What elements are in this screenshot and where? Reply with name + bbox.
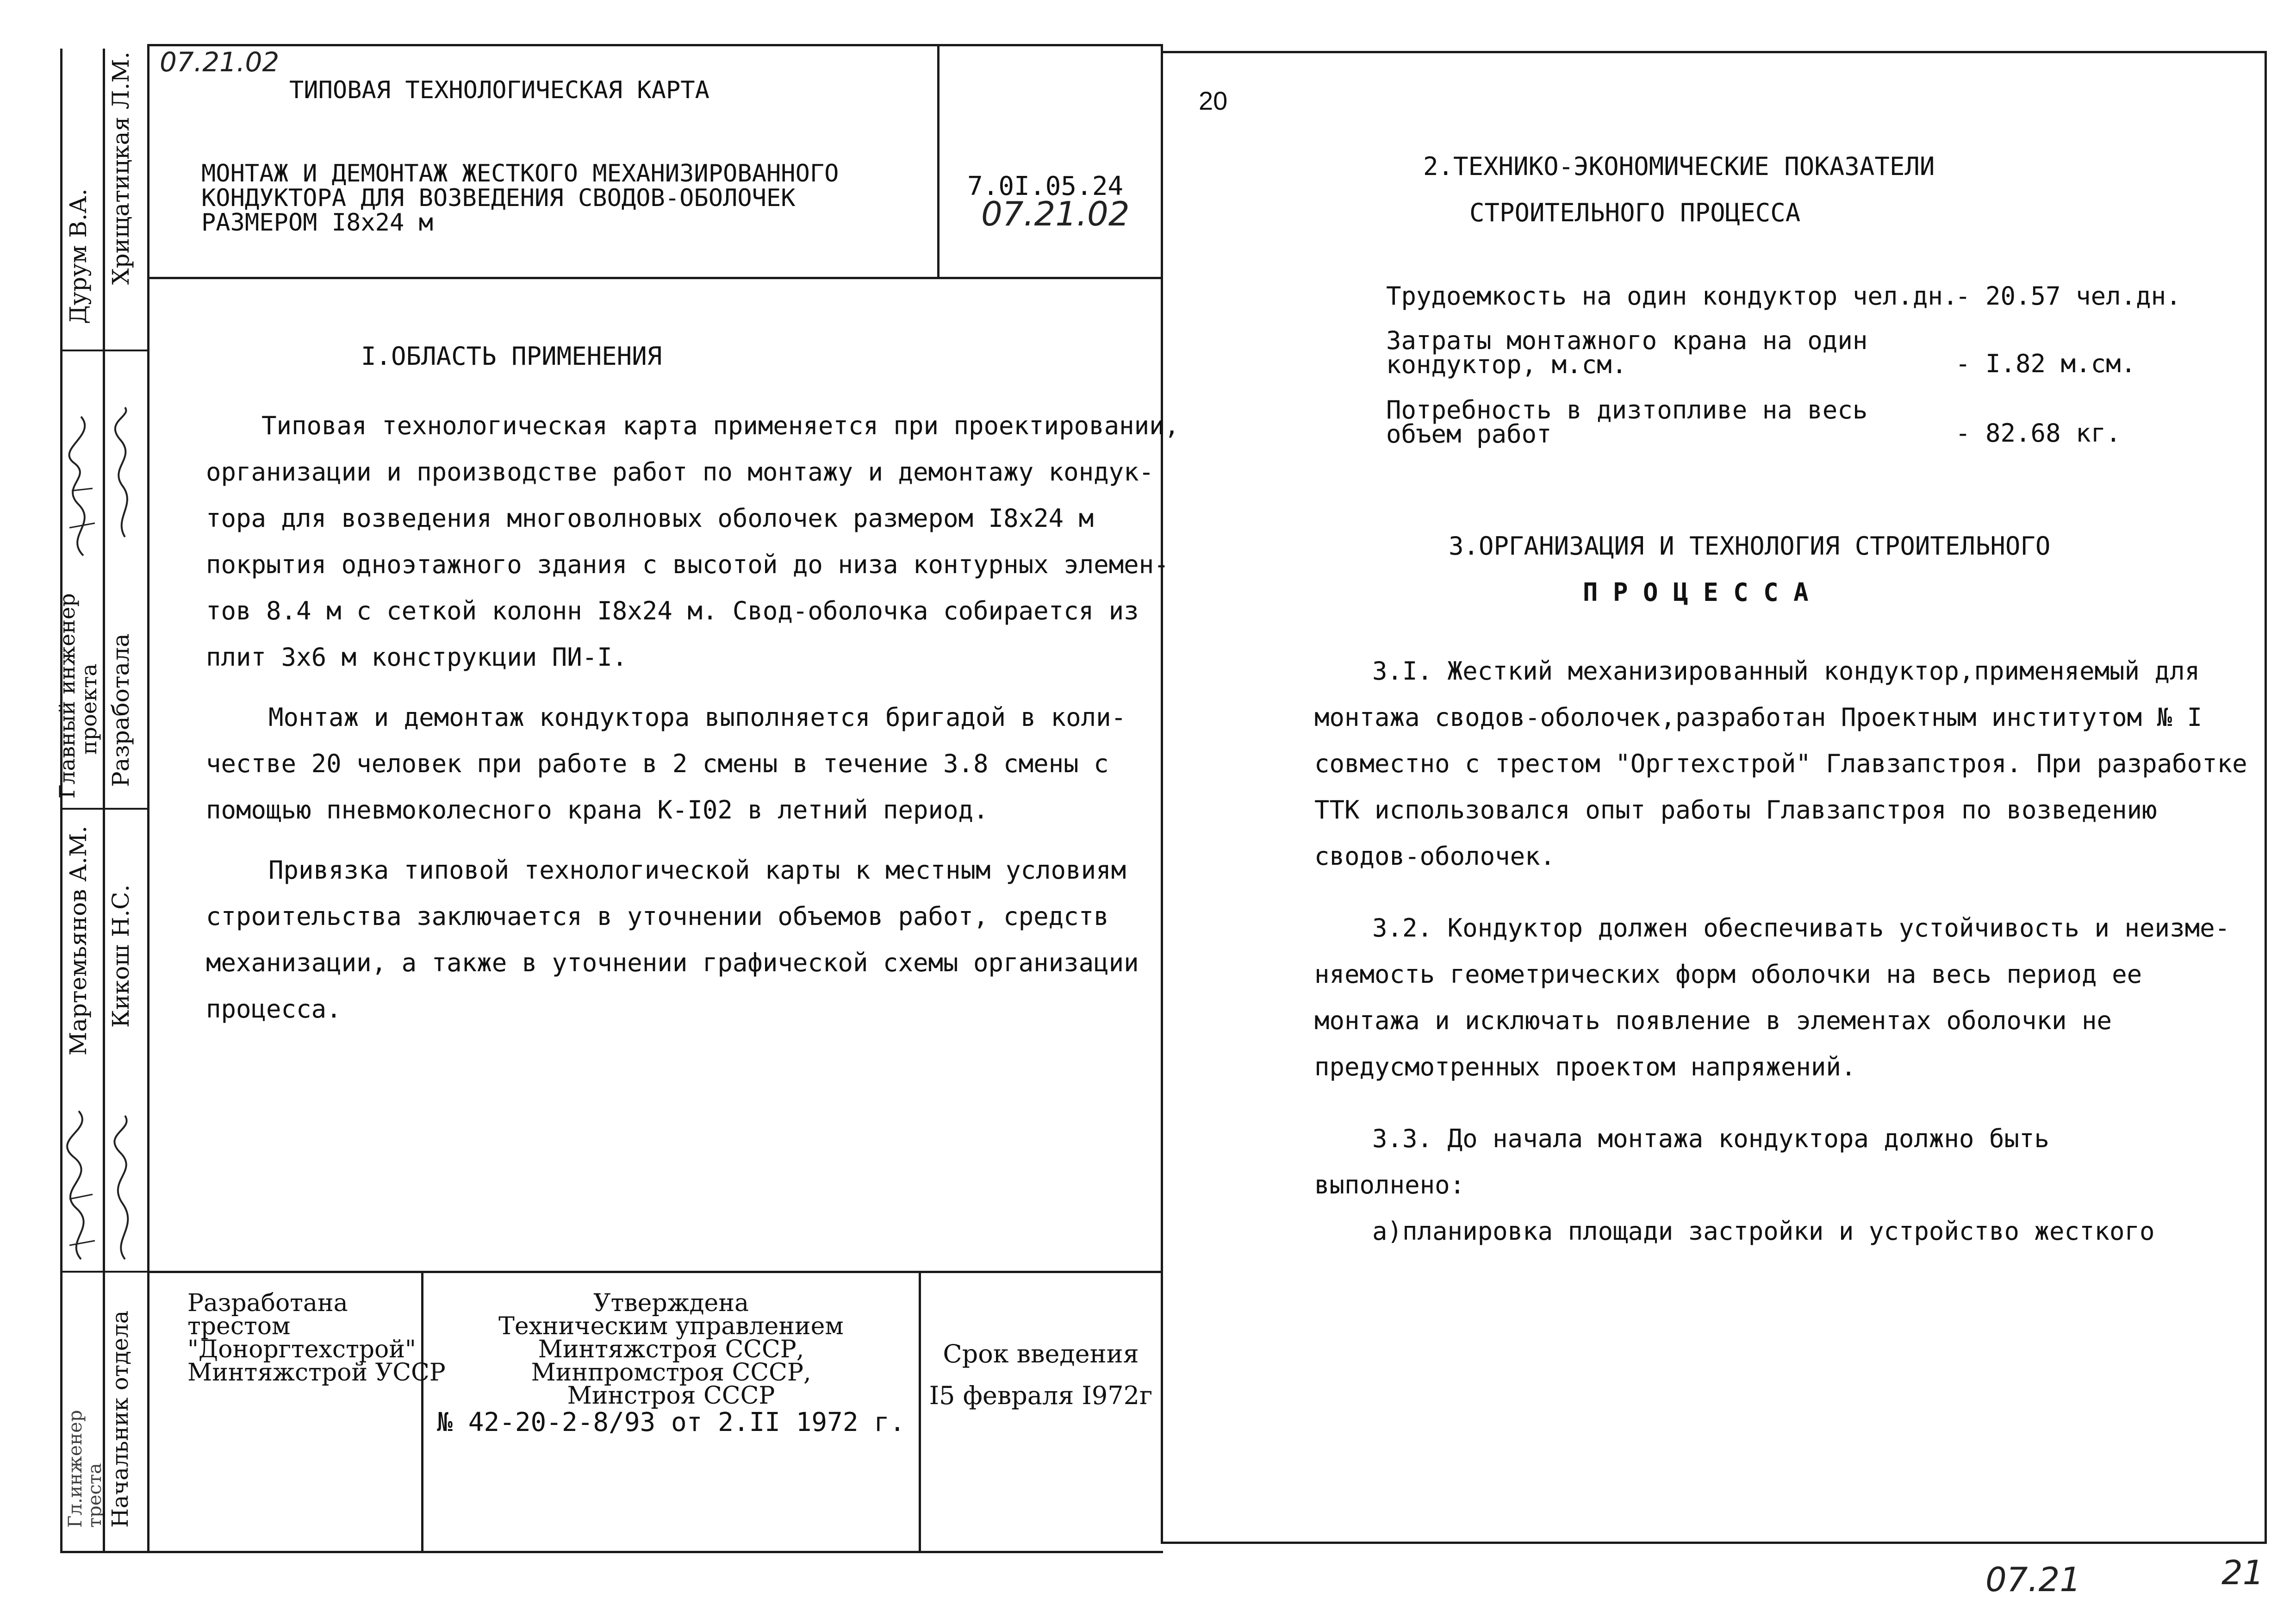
stamp-appr-line: Утверждена xyxy=(593,1289,749,1317)
s32-line: монтажа и исключать появление в элементах оболочки не xyxy=(1314,1006,2112,1035)
side-role-trust-engineer: Гл.инженер xyxy=(65,1410,86,1528)
card-type: ТИПОВАЯ ТЕХНОЛОГИЧЕСКАЯ КАРТА xyxy=(289,76,709,104)
stamp-term-line: Срок введения xyxy=(943,1339,1139,1368)
s1p1-line: плит 3х6 м конструкции ПИ-I. xyxy=(206,643,628,672)
indicator-label: Потребность в дизтопливе на весь xyxy=(1386,395,1868,425)
side-role-chief-engineer: Главный инженер xyxy=(55,593,80,799)
stamp-top xyxy=(147,1271,1161,1273)
header-bottom xyxy=(147,277,1161,279)
stamp-dev-line: Разработана xyxy=(187,1289,348,1317)
indicator-value: - I.82 м.см. xyxy=(1955,349,2136,378)
s1p1-line: Типовая технологическая карта применяется при проектировании, xyxy=(261,411,1180,440)
s33-line: выполнено: xyxy=(1314,1170,1465,1199)
side-sep-1 xyxy=(60,350,148,351)
frame-side-divider xyxy=(103,49,105,1553)
indicator-label: кондуктор, м.см. xyxy=(1386,350,1627,379)
side-name-khrishchatitskaya: Хрищатицкая Л.М. xyxy=(107,51,134,285)
stamp-appr-line: Минстроя СССР xyxy=(567,1382,775,1410)
s31-line: совместно с трестом "Оргтехстрой" Главзапстроя. При разработке xyxy=(1314,749,2247,778)
title-line-2: КОНДУКТОРА ДЛЯ ВОЗВЕДЕНИЯ СВОДОВ-ОБОЛОЧЕК xyxy=(201,184,796,212)
section1-heading: I.ОБЛАСТЬ ПРИМЕНЕНИЯ xyxy=(361,342,662,371)
stamp-dev-line: Минтяжстрой УССР xyxy=(187,1359,446,1387)
indicator-label: Трудоемкость на один кондуктор чел.дн. xyxy=(1386,281,1958,311)
s1p3-line: строительства заключается в уточнении объемов работ, средств xyxy=(206,902,1109,931)
s31-line: ТТК использовался опыт работы Главзапстроя по возведению xyxy=(1314,795,2157,824)
indicator-value: - 20.57 чел.дн. xyxy=(1955,281,2181,311)
side-name-kikosh: Кикош Н.С. xyxy=(107,884,134,1028)
s1p1-line: организации и производстве работ по монтажу и демонтажу кондук- xyxy=(206,457,1154,487)
indicator-label: объем работ xyxy=(1386,419,1552,449)
title-line-1: МОНТАЖ И ДЕМОНТАЖ ЖЕСТКОГО МЕХАНИЗИРОВАННОГО xyxy=(201,160,839,187)
signature-khrishchatitskaya xyxy=(104,403,146,542)
stamp-term-line: I5 февраля I972г xyxy=(929,1381,1153,1410)
stamp-approved xyxy=(423,1289,919,1437)
frame-top-left xyxy=(147,44,1161,46)
card-code: 7.0I.05.24 xyxy=(967,171,1124,201)
section3-heading-1: 3.ОРГАНИЗАЦИЯ И ТЕХНОЛОГИЯ СТРОИТЕЛЬНОГО xyxy=(1449,531,2051,561)
section3-body xyxy=(1314,648,2247,1255)
frame-right xyxy=(2265,51,2267,1544)
frame-top-right xyxy=(1161,51,2267,53)
section3-heading-2: П Р О Ц Е С С А xyxy=(1583,578,1809,607)
section1-body xyxy=(206,403,1179,1032)
s31-line: сводов-оболочек. xyxy=(1314,842,1556,871)
s1p2-line: помощью пневмоколесного крана К-I02 в летний период. xyxy=(206,795,989,824)
s31-line: 3.I. Жесткий механизированный кондуктор,применяемый для xyxy=(1372,656,2200,686)
frame-left-outer xyxy=(60,49,62,1553)
s1p1-line: тов 8.4 м с сеткой колонн I8х24 м. Свод-оболочка собирается из xyxy=(206,596,1139,625)
s1p3-line: процесса. xyxy=(206,994,342,1024)
header-code-divider xyxy=(937,44,940,278)
section2-heading-1: 2.ТЕХНИКО-ЭКОНОМИЧЕСКИЕ ПОКАЗАТЕЛИ xyxy=(1423,152,1935,181)
indicator-value: - 82.68 кг. xyxy=(1955,418,2121,448)
stamp-appr-line: Минтяжстроя СССР, xyxy=(538,1336,804,1363)
side-role-trust: треста xyxy=(84,1463,106,1528)
s1p3-line: механизации, а также в уточнении графической схемы организации xyxy=(206,948,1139,977)
side-sep-2 xyxy=(60,808,148,810)
s33-line: а)планировка площади застройки и устройство жесткого xyxy=(1372,1217,2155,1246)
side-sep-3 xyxy=(60,1271,148,1273)
indicator-row xyxy=(1386,326,2256,398)
section2-heading-2: СТРОИТЕЛЬНОГО ПРОЦЕССА xyxy=(1469,198,1801,227)
s1p1-line: тора для возведения многоволновых оболочек размером I8х24 м xyxy=(206,504,1094,533)
page-number: 20 xyxy=(1199,86,1228,115)
side-role-project: проекта xyxy=(76,663,101,755)
stamp-developer xyxy=(187,1289,446,1387)
footer-page: 21 xyxy=(2221,1553,2264,1592)
title-line-3: РАЗМЕРОМ I8х24 м xyxy=(201,209,433,237)
side-role-dept-head: Начальник отдела xyxy=(107,1310,133,1528)
s1p2-line: Монтаж и демонтаж кондуктора выполняется бригадой в коли- xyxy=(268,703,1126,732)
indicator-row xyxy=(1386,395,2256,454)
card-code-hand: 07.21.02 xyxy=(981,194,1130,233)
signature-durum xyxy=(56,407,106,560)
stamp-dev-line: "Доноргтехстрой" xyxy=(187,1336,416,1363)
signature-kikosh xyxy=(104,1111,146,1264)
indicator-label: Затраты монтажного крана на один xyxy=(1386,326,1868,355)
signature-martemyanov xyxy=(56,1106,106,1264)
stamp-appr-number: № 42-20-2-8/93 от 2.II 1972 г. xyxy=(437,1407,905,1437)
side-name-martemyanov: Мартемьянов А.М. xyxy=(65,825,92,1056)
stamp-appr-line: Техническим управлением xyxy=(498,1312,844,1340)
s1p3-line: Привязка типовой технологической карты к местным условиям xyxy=(268,856,1126,885)
top-code: 07.21.02 xyxy=(160,46,280,78)
indicator-row xyxy=(1386,273,2256,329)
frame-main-left xyxy=(147,44,149,1553)
s32-line: няемость геометрических форм оболочки на весь период ее xyxy=(1314,960,2142,989)
frame-bottom-right xyxy=(1161,1542,2267,1544)
footer-code: 07.21 xyxy=(1985,1560,2081,1599)
tech-indicators xyxy=(1386,273,2256,454)
s32-line: предусмотренных проектом напряжений. xyxy=(1314,1052,1856,1081)
side-role-developed: Разработала xyxy=(107,633,134,787)
s33-line: 3.3. До начала монтажа кондуктора должно быть xyxy=(1372,1124,2049,1153)
side-name-durum: Дурум В.А. xyxy=(65,188,92,324)
s31-line: монтажа сводов-оболочек,разработан Проектным институтом № I xyxy=(1314,703,2203,732)
stamp-dev-line: трестом xyxy=(187,1312,291,1340)
s1p1-line: покрытия одноэтажного здания с высотой до низа контурных элемен- xyxy=(206,550,1169,579)
stamp-term xyxy=(921,1333,1161,1417)
stamp-appr-line: Минпромстроя СССР, xyxy=(531,1359,811,1387)
frame-bottom-left xyxy=(60,1551,1163,1553)
s1p2-line: честве 20 человек при работе в 2 смены в течение 3.8 смены с xyxy=(206,749,1109,778)
s32-line: 3.2. Кондуктор должен обеспечивать устойчивость и неизме- xyxy=(1372,913,2230,943)
